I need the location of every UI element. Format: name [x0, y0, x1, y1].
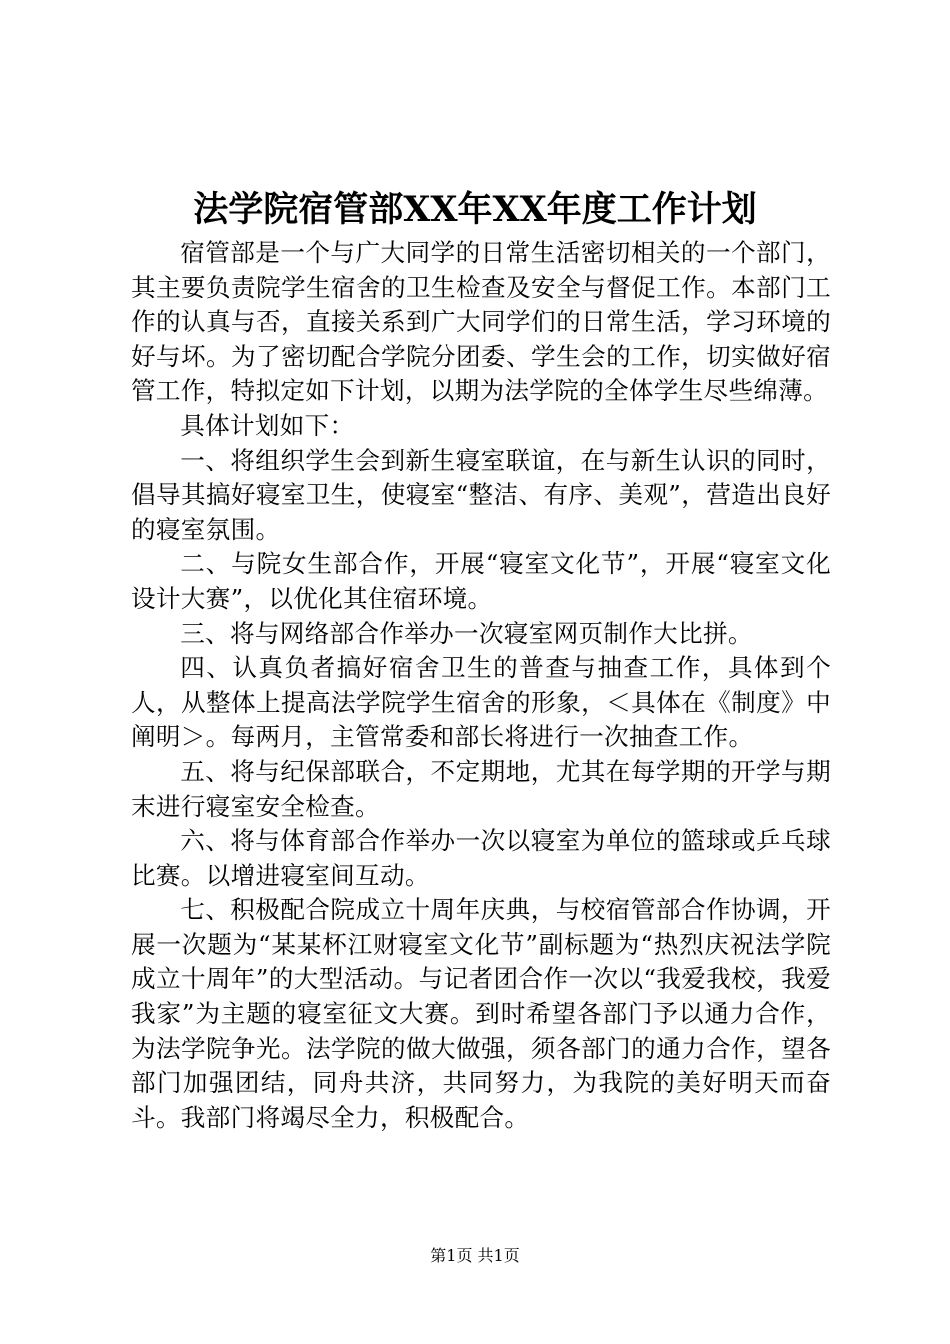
page-title: 法学院宿管部XX年XX年度工作计划 [193, 189, 757, 230]
paragraph-item-7: 七、积极配合院成立十周年庆典，与校宿管部合作协调，开展一次题为“某某杯江财寝室文化节”副标题为“热烈庆祝法学院成立十周年”的大型活动。与记者团合作一次以“我爱我校，我爱我家”为主题的寝室征文大赛。到时希望各部门予以通力合作，为法学院争光。法学院的做大做强，须各部门的通力合作，望各部门加强团结，同舟共济，共同努力，为我院的美好明天而奋斗。我部门将竭尽全力，积极配合。 [131, 895, 831, 1132]
paragraph-intro: 宿管部是一个与广大同学的日常生活密切相关的一个部门，其主要负责院学生宿舍的卫生检查及安全与督促工作。本部门工作的认真与否，直接关系到广大同学们的日常生活，学习环境的好与坏。为了密切配合学院分团委、学生会的工作，切实做好宿管工作，特拟定如下计划，以期为法学院的全体学生尽些绵薄。 [131, 238, 831, 406]
paragraph-item-6: 六、将与体育部合作举办一次以寝室为单位的篮球或乒乓球比赛。以增进寝室间互动。 [131, 826, 831, 890]
document-body [131, 236, 831, 1135]
paragraph-item-2: 二、与院女生部合作，开展“寝室文化节”，开展“寝室文化设计大赛”，以优化其住宿环境。 [131, 549, 831, 613]
paragraph-item-5: 五、将与纪保部联合，不定期地，尤其在每学期的开学与期末进行寝室安全检查。 [131, 756, 831, 821]
page-number-footer: 第1页 共1页 [430, 1246, 520, 1265]
paragraph-item-3: 三、将与网络部合作举办一次寝室网页制作大比拼。 [180, 618, 753, 648]
paragraph-plan-heading: 具体计划如下： [180, 410, 355, 440]
paragraph-item-4: 四、认真负者搞好宿舍卫生的普查与抽查工作，具体到个人，从整体上提高法学院学生宿舍的形象，＜具体在《制度》中阐明＞。每两月，主管常委和部长将进行一次抽查工作。 [131, 653, 831, 752]
paragraph-item-1: 一、将组织学生会到新生寝室联谊，在与新生认识的同时，倡导其搞好寝室卫生，使寝室“整洁、有序、美观”，营造出良好的寝室氛围。 [131, 445, 831, 544]
